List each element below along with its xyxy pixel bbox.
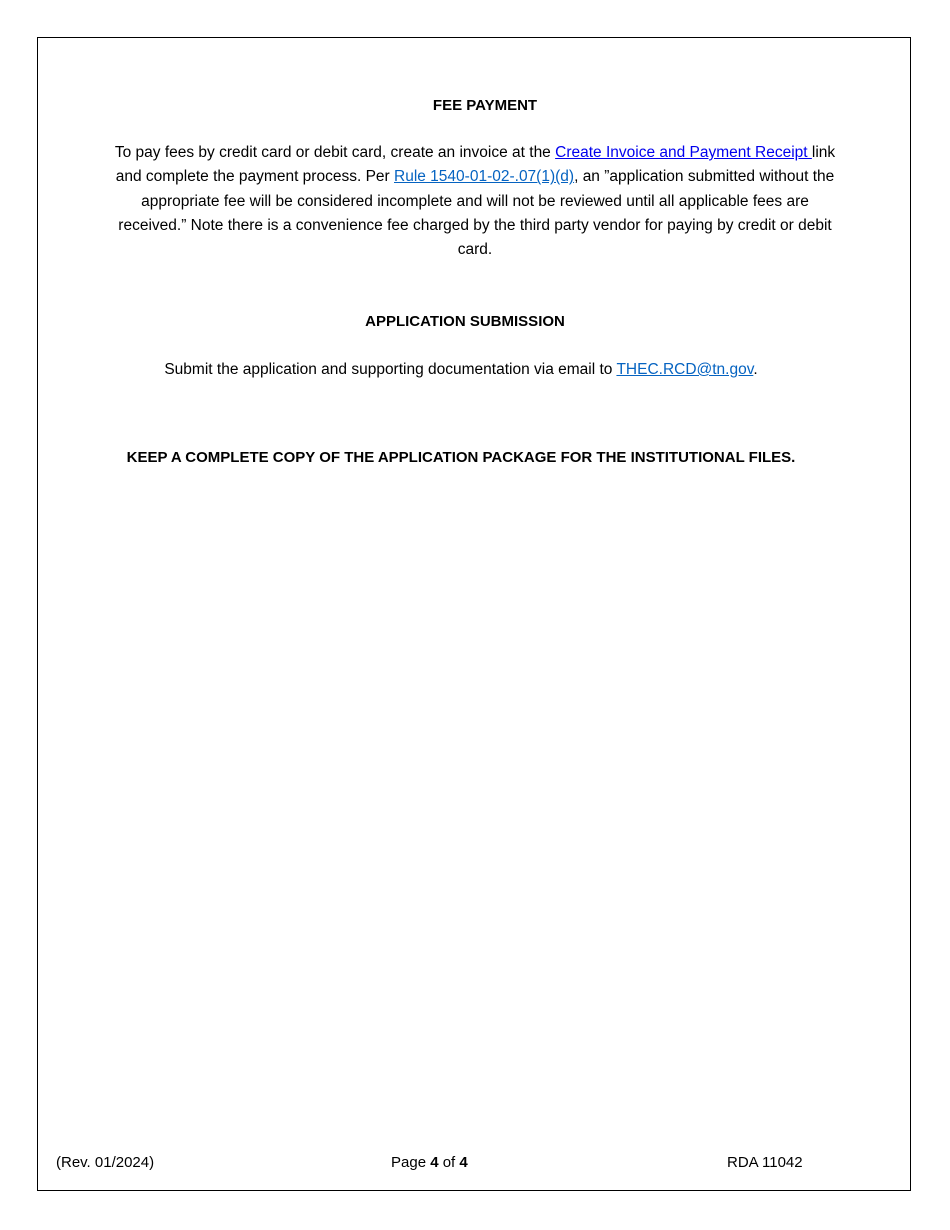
current-page: 4 <box>430 1154 439 1171</box>
application-submission-heading: APPLICATION SUBMISSION <box>365 313 565 330</box>
page-number <box>391 1154 468 1171</box>
fee-payment-paragraph <box>0 141 950 262</box>
text: card. <box>457 241 493 259</box>
form-id: RDA 11042 <box>727 1154 803 1171</box>
text: and complete the payment process. Per <box>115 168 394 186</box>
text: of <box>438 1154 460 1171</box>
total-pages: 4 <box>459 1154 468 1171</box>
application-submission-paragraph <box>0 358 936 382</box>
text: To pay fees by credit card or debit card, create an invoice at the <box>114 144 556 161</box>
text: Submit the application and supporting documentation via email to <box>164 361 617 378</box>
rule-link[interactable]: Rule 1540-01-02-.07(1)(d) <box>394 168 575 186</box>
text: , an ”application submitted without the <box>574 168 835 186</box>
fee-payment-heading: FEE PAYMENT <box>432 97 538 114</box>
text: appropriate fee will be considered incomplete and will not be reviewed until all applicable fees are <box>141 192 809 210</box>
create-invoice-link[interactable]: Create Invoice and Payment Receipt <box>555 144 812 161</box>
keep-copy-notice: KEEP A COMPLETE COPY OF THE APPLICATION PACKAGE FOR THE INSTITUTIONAL FILES. <box>126 449 796 466</box>
text: Page <box>391 1154 431 1171</box>
text: link <box>811 144 836 161</box>
text: . <box>753 361 758 378</box>
email-link[interactable]: THEC.RCD@tn.gov <box>616 361 754 378</box>
text: received.” Note there is a convenience fee charged by the third party vendor for paying by credit or debit <box>118 216 832 234</box>
revision-date: (Rev. 01/2024) <box>56 1154 155 1171</box>
